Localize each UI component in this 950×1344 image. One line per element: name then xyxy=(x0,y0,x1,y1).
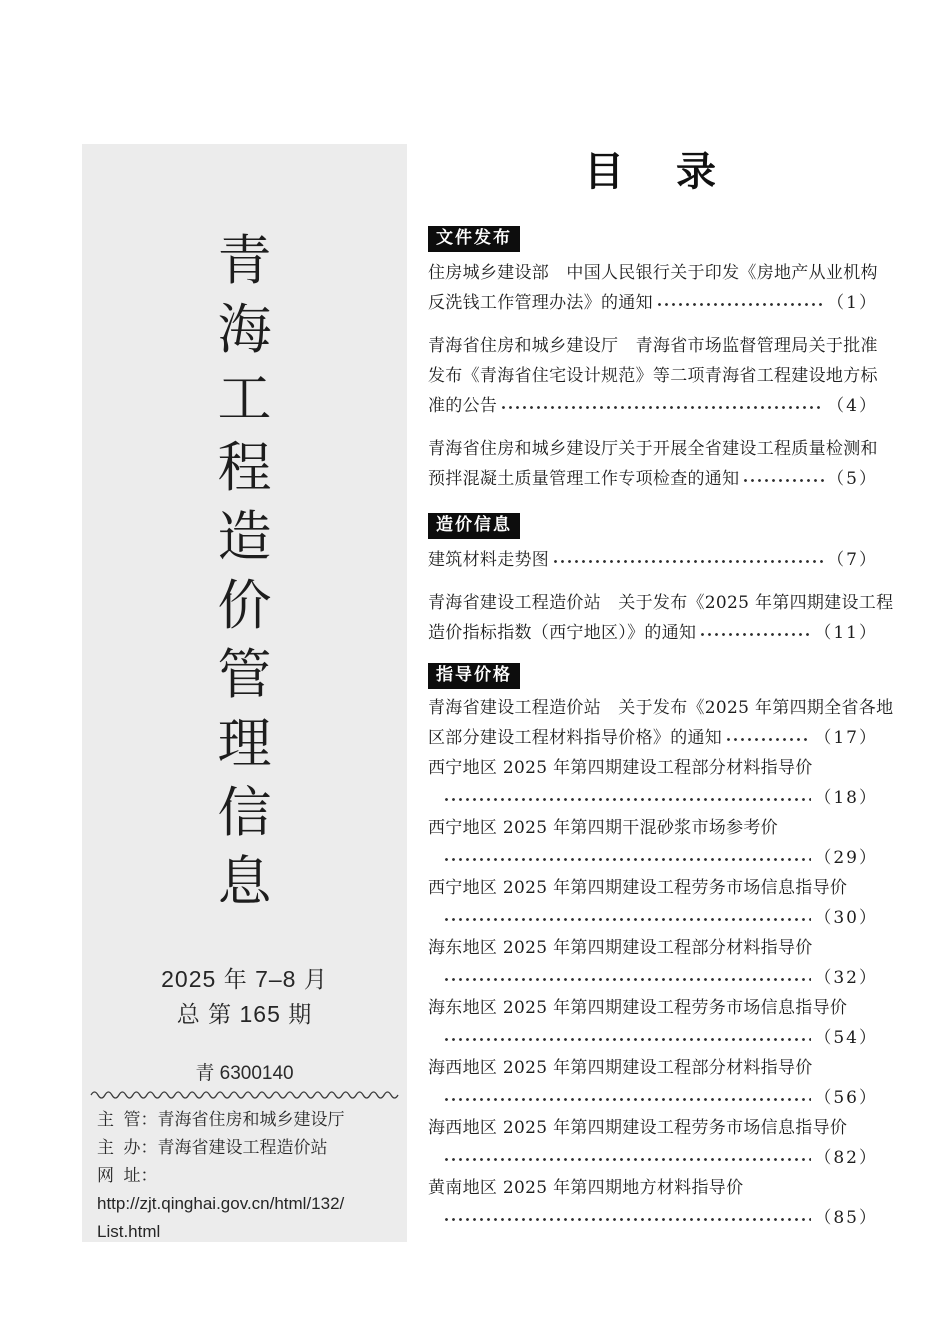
dots-leader xyxy=(443,1203,811,1233)
page-number: （85） xyxy=(814,1208,878,1228)
toc-section xyxy=(428,220,878,507)
journal-cover-panel xyxy=(82,144,407,1242)
toc-entry xyxy=(428,753,878,813)
entry-leader-line xyxy=(428,723,878,753)
publisher-line: 网 址：http://zjt.qinghai.gov.cn/html/132/ xyxy=(97,1166,345,1213)
publication-code: 青 6300140 xyxy=(195,1063,294,1084)
entry-line: 西宁地区 2025 年第四期建设工程部分材料指导价 xyxy=(428,758,813,778)
toc-entry xyxy=(428,933,878,993)
toc-entry xyxy=(428,993,878,1053)
entry-line-text: 建筑材料走势图 xyxy=(428,550,550,570)
entry-line: 海西地区 2025 年第四期建设工程劳务市场信息指导价 xyxy=(428,1118,848,1138)
section-badge: 文件发布 xyxy=(428,226,520,252)
dots-leader xyxy=(500,391,824,421)
toc-entry xyxy=(428,434,878,494)
entry-leader-line xyxy=(428,545,878,575)
page-number: （32） xyxy=(814,968,878,988)
page-number: （18） xyxy=(814,788,878,808)
entry-line: 海东地区 2025 年第四期建设工程劳务市场信息指导价 xyxy=(428,998,848,1018)
entry-line: 发布《青海省住宅设计规范》等二项青海省工程建设地方标 xyxy=(428,366,878,386)
toc-title: 目 录 xyxy=(584,148,722,195)
dots-leader xyxy=(742,464,824,494)
toc-entry xyxy=(428,331,878,421)
entry-leader-line xyxy=(428,783,878,813)
entry-line: 青海省建设工程造价站 关于发布《2025 年第四期建设工程 xyxy=(428,593,894,613)
toc-entry xyxy=(428,545,878,575)
entry-leader-line xyxy=(428,963,878,993)
page-number: （11） xyxy=(814,623,878,643)
page-number: （30） xyxy=(814,908,878,928)
dots-leader xyxy=(725,723,811,753)
entry-line: 海西地区 2025 年第四期建设工程部分材料指导价 xyxy=(428,1058,813,1078)
entry-line-text: 反洗钱工作管理办法》的通知 xyxy=(428,293,653,313)
entry-line: 黄南地区 2025 年第四期地方材料指导价 xyxy=(428,1178,744,1198)
section-badge: 指导价格 xyxy=(428,663,520,689)
entry-line: 青海省住房和城乡建设厅关于开展全省建设工程质量检测和 xyxy=(428,439,878,459)
entry-leader-line xyxy=(428,843,878,873)
wavy-divider xyxy=(90,1088,399,1102)
dots-leader xyxy=(443,1143,811,1173)
journal-title-char: 海 xyxy=(217,298,272,361)
dots-leader xyxy=(443,963,811,993)
journal-title-char: 管 xyxy=(217,643,272,706)
issue-block xyxy=(82,962,407,1032)
entry-line-text: 区部分建设工程材料指导价格》的通知 xyxy=(428,728,723,748)
dots-leader xyxy=(443,843,811,873)
toc-section xyxy=(428,507,894,661)
section-badge: 造价信息 xyxy=(428,513,520,539)
entry-line: 西宁地区 2025 年第四期干混砂浆市场参考价 xyxy=(428,818,778,838)
entry-leader-line xyxy=(428,1203,878,1233)
dots-leader xyxy=(443,903,811,933)
entry-line: 住房城乡建设部 中国人民银行关于印发《房地产从业机构 xyxy=(428,263,878,283)
toc-entry xyxy=(428,258,878,318)
journal-title-char: 工 xyxy=(217,367,272,430)
entry-line: 青海省住房和城乡建设厅 青海省市场监督管理局关于批准 xyxy=(428,336,878,356)
entry-line-text: 准的公告 xyxy=(428,396,498,416)
page-number: （29） xyxy=(814,848,878,868)
page-number: （56） xyxy=(814,1088,878,1108)
toc-entry xyxy=(428,588,894,648)
entry-line: 西宁地区 2025 年第四期建设工程劳务市场信息指导价 xyxy=(428,878,848,898)
page-number: （4） xyxy=(827,396,878,416)
entry-leader-line xyxy=(428,391,878,421)
toc-entry xyxy=(428,693,894,753)
journal-title-char: 信 xyxy=(217,781,272,844)
entry-leader-line xyxy=(428,1023,878,1053)
issue-date: 2025 年 7–8 月 xyxy=(161,966,328,992)
entry-leader-line xyxy=(428,903,878,933)
entry-line-text: 造价指标指数（西宁地区）》的通知 xyxy=(428,623,697,643)
entry-leader-line xyxy=(428,288,878,318)
page-number: （54） xyxy=(814,1028,878,1048)
issue-number: 总 第 165 期 xyxy=(176,1001,313,1027)
page-number: （17） xyxy=(814,728,878,748)
journal-title-char: 理 xyxy=(217,712,272,775)
journal-title-char: 价 xyxy=(217,574,272,637)
journal-title-char: 造 xyxy=(217,505,272,568)
dots-leader xyxy=(552,545,824,575)
journal-title-char: 息 xyxy=(217,850,272,913)
entry-leader-line xyxy=(428,1143,878,1173)
entry-line: 青海省建设工程造价站 关于发布《2025 年第四期全省各地 xyxy=(428,698,894,718)
dots-leader xyxy=(699,618,811,648)
entry-leader-line xyxy=(428,618,878,648)
toc-entry xyxy=(428,813,878,873)
journal-title-char: 程 xyxy=(217,436,272,499)
dots-leader xyxy=(443,1023,811,1053)
publisher-line: 主 办：青海省建设工程造价站 xyxy=(97,1138,328,1157)
entry-line-text: 预拌混凝土质量管理工作专项检查的通知 xyxy=(428,469,740,489)
dots-leader xyxy=(443,1083,811,1113)
publisher-info xyxy=(97,1106,397,1246)
dots-leader xyxy=(656,288,824,318)
toc-section xyxy=(428,661,894,1233)
page-number: （1） xyxy=(827,293,878,313)
toc-entry xyxy=(428,1113,878,1173)
journal-title-char: 青 xyxy=(217,229,272,292)
toc-entry xyxy=(428,873,878,933)
entry-leader-line xyxy=(428,1083,878,1113)
toc-entry xyxy=(428,1173,878,1233)
toc-sections xyxy=(428,220,894,1233)
publisher-line: 主 管：青海省住房和城乡建设厅 xyxy=(97,1110,345,1129)
toc-entry xyxy=(428,1053,878,1113)
page-number: （82） xyxy=(814,1148,878,1168)
journal-title-vertical xyxy=(82,226,407,916)
page-number: （7） xyxy=(827,550,878,570)
page-number: （5） xyxy=(827,469,878,489)
dots-leader xyxy=(443,783,811,813)
entry-line: 海东地区 2025 年第四期建设工程部分材料指导价 xyxy=(428,938,813,958)
publisher-line: List.html xyxy=(97,1222,161,1241)
entry-leader-line xyxy=(428,464,878,494)
